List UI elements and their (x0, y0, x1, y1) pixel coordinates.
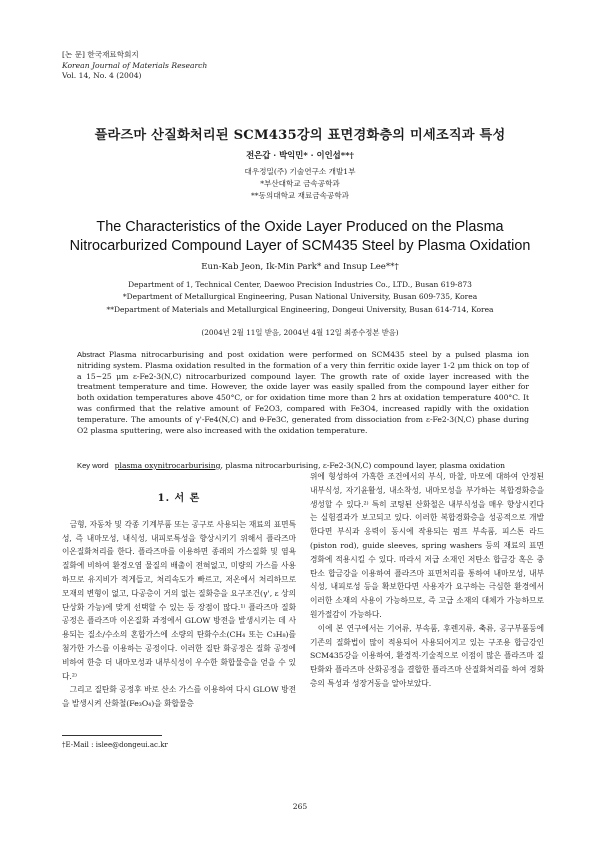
journal-en-name: Korean Journal of Materials Research (62, 60, 208, 70)
korean-affiliation-2: *부산대학교 금속공학과 (260, 179, 340, 189)
keywords-rest: , plasma nitrocarburising, ε-Fe2-3(N,C) compound layer, plasma oxidation (220, 461, 506, 470)
keywords-label: Key word (77, 461, 109, 470)
korean-affiliation-1: 대우정밀(주) 기술연구소 개발1부 (244, 167, 356, 176)
korean-affiliation-3: **동의대학교 재료금속공학과 (250, 191, 350, 201)
abstract (77, 350, 529, 436)
footnote-email: †E-Mail : islee@dongeui.ac.kr (62, 741, 168, 749)
journal-header (62, 50, 207, 82)
english-title-line-1: The Characteristics of the Oxide Layer Produced on the Plasma (96, 219, 504, 235)
journal-volume: Vol. 14, No. 4 (2004) (62, 71, 142, 80)
english-affiliation-2: *Department of Metallurgical Engineering, Pusan National University, Busan 609-735, Korea (122, 292, 478, 302)
korean-authors: 전은갑 · 박익민* · 이인섭**† (246, 150, 354, 160)
abstract-label: Abstract (77, 350, 105, 359)
section-heading-introduction: 1. 서 론 (157, 493, 201, 504)
paragraph: 이에 본 연구에서는 기어류, 부속품, 후렌지류, 축류, 공구부품등에 기존의 질화법이 많이 적용되어 사용되어지고 있는 구조용 합금강인 SCM435강을 이용하여, 환경적·기술적으로 이점이 많은 플라즈마 질탄화와 플라즈마 산화공정을 결합한 플라즈마 산질화처리를 하여 경화층의 특성과 성장거동을 알아보았다. (310, 623, 544, 688)
paragraph: 그리고 질탄화 공정후 바로 산소 가스를 이용하여 다시 GLOW 방전을 발생시켜 산화철(Fe₃O₄)을 화합물층 (62, 685, 296, 709)
paragraph: 위에 형성하여 가혹한 조건에서의 부식, 마찰, 마모에 대하여 안정된 내부식성, 자기윤활성, 내소착성, 내마모성을 부가하는 복합경화층을 생성할 수 있다.²⁾ 특히 코팅된 산화철은 내부식성을 매우 향상시킨다는 실험결과가 보고되고 있다. 이러한 복합경화층을 성공적으로 개발한다면 부식과 응력이 동시에 작용되는 펌프 부속품, 피스톤 라드(piston rod), guide sleeves, spring washers 등의 재료의 표면 경화에 적용시킬 수 있다. 따라서 저급 소재인 저탄소 합금강 혹은 중탄소 합금강을 이용하여 플라즈마 표면처리를 통하여 내마모성, 내부식성, 내피로성 등을 확보한다면 사용자가 요구하는 극심한 환경에서 이러한 소재의 사용이 가능하므로, 즉 고급 소재의 대체가 가능하므로 원가절감이 가능하다. (310, 472, 544, 619)
english-affiliation-3: **Department of Materials and Metallurgical Engineering, Dongeui University, Busan 614-714, Korea (106, 304, 494, 314)
right-column (310, 470, 544, 691)
received-dates: (2004년 2월 11일 받음, 2004년 4월 12일 최종수정본 받음) (201, 328, 399, 337)
english-authors: Eun-Kab Jeon, Ik-Min Park* and Insup Lee**† (201, 262, 399, 272)
page-number: 265 (292, 802, 308, 811)
english-title (0, 218, 600, 256)
journal-kr-name: [논 문] 한국재료학회지 (62, 50, 139, 59)
english-affiliations (0, 279, 600, 316)
english-title-line-2: Nitrocarburized Compound Layer of SCM435 Steel by Plasma Oxidation (69, 238, 531, 254)
keywords (77, 461, 537, 470)
korean-title: 플라즈마 산질화처리된 SCM435강의 표면경화층의 미세조직과 특성 (94, 128, 506, 143)
korean-affiliations (0, 166, 600, 203)
paragraph: 금형, 자동차 및 각종 기계부품 또는 공구로 사용되는 재료의 표면특성, 즉 내마모성, 내식성, 내피로특성을 향상시키기 위해서 플라즈마 이온질화처리를 한다. 플라즈마를 이용하면 종래의 가스질화 및 염욕질화에 비하여 환경오염 물질의 배출이 전혀없고, 미량의 가스를 사용하므로 유지비가 적게들고, 처리속도가 빠르고, 저온에서 처리하므로 모재의 변형이 없고, 다공층이 거의 없는 질화층을 요구조건(γ', ε 상의 단상화 가능)에 맞게 선택할 수 있는 등 장점이 많다.¹⁾ 플라즈마 질화 공정은 플라즈마 이온질화 과정에서 GLOW 방전을 발생시키는 데 사용되는 질소/수소의 혼합가스에 소량의 탄화수소(CH₄ 또는 C₃H₈)를 첨가한 가스를 이용하는 공정이다. 이러한 질탄 화공정은 질화 공정에 비하여 한층 더 내마모성과 내부식성이 우수한 화합물층을 얻을 수 있다.²⁾ (62, 519, 296, 681)
left-column (62, 486, 296, 711)
keyword-first: plasma oxynitrocarburising (114, 461, 221, 470)
footnote-divider (62, 735, 162, 736)
english-affiliation-1: Department of 1, Technical Center, Daewoo Precision Industries Co., LTD., Busan 619-873 (128, 280, 472, 289)
abstract-text: Plasma nitrocarburising and post oxidation were performed on SCM435 steel by a pulsed plasma ion nitriding system. Plasma oxidation resulted in the formation of a very thin ferritic oxide layer 1-2 μm thick on top of a 15~25 μm ε-Fe2-3(N,C) nitrocarburized compound layer. The growth rate of oxide layer increased with the treatment temperature and time. However, the oxide layer was easily spalled from the compound layer either for both oxidation temperatures above 450°C, or for oxidation time more than 2 hrs at oxidation temperature 400°C. It was confirmed that the relative amount of Fe2O3, compared with Fe3O4, increased rapidly with the oxidation temperature. The amounts of γ'-Fe4(N,C) and θ-Fe3C, generated from dissociation from ε-Fe2-3(N,C) phase during O2 plasma sputtering, were also increased with the oxidation temperature. (77, 350, 529, 435)
